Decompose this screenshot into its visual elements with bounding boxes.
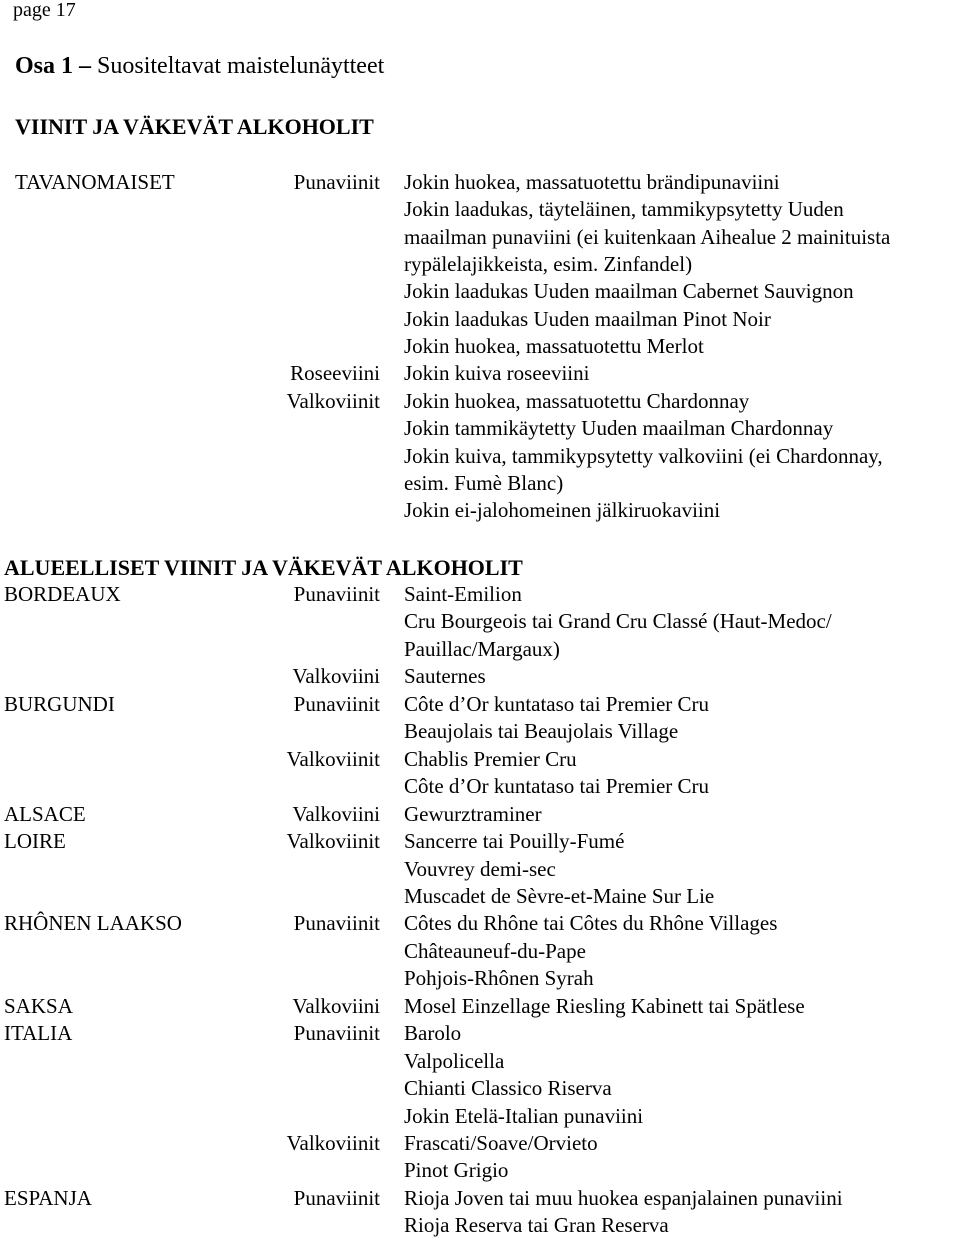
wine-cell: Saint-Emilion (404, 582, 522, 606)
section-title-conventional: VIINIT JA VÄKEVÄT ALKOHOLIT (15, 114, 374, 139)
table-row (0, 801, 960, 828)
wine-cell: Jokin huokea, massatuotettu Merlot (404, 334, 704, 359)
table-row (0, 773, 960, 800)
category-cell: Valkoviini (292, 993, 380, 1018)
table-row (0, 718, 960, 745)
region-cell: ITALIA (4, 1021, 73, 1046)
table-row (0, 251, 960, 278)
table-row (0, 993, 960, 1020)
table-row (0, 1103, 960, 1130)
table-row (0, 306, 960, 333)
table-row (0, 636, 960, 663)
part-title (15, 52, 384, 80)
wine-cell: Vouvrey demi-sec (404, 856, 556, 881)
table-row (0, 360, 960, 387)
section-title-regional: ALUEELLISET VIINIT JA VÄKEVÄT ALKOHOLIT (4, 555, 523, 580)
wine-cell: Sauternes (404, 664, 486, 689)
wine-cell: Jokin ei-jalohomeinen jälkiruokaviini (404, 498, 721, 523)
category-cell: Punaviinit (293, 170, 380, 194)
wine-cell: Rioja Reserva tai Gran Reserva (404, 1213, 669, 1238)
wine-cell: Jokin huokea, massatuotettu Chardonnay (404, 388, 750, 413)
wine-cell: Muscadet de Sèvre-et-Maine Sur Lie (404, 883, 715, 908)
wine-cell: Jokin huokea, massatuotettu brändipunaviini (404, 170, 780, 194)
category-cell: Valkoviinit (286, 746, 380, 771)
wine-cell: Jokin laadukas Uuden maailman Cabernet Sauvignon (404, 279, 854, 304)
category-cell: Valkoviini (292, 801, 380, 826)
wine-cell: Chablis Premier Cru (404, 746, 577, 771)
category-cell: Punaviinit (293, 582, 380, 606)
table-row (0, 1075, 960, 1102)
part-dash: – (79, 53, 92, 79)
table-row (0, 1185, 960, 1212)
table-row (0, 608, 960, 635)
table-row (0, 278, 960, 305)
wine-cell: Beaujolais tai Beaujolais Village (404, 719, 679, 744)
wine-cell: Rioja Joven tai muu huokea espanjalainen punaviini (404, 1185, 843, 1210)
region-cell: LOIRE (4, 829, 66, 854)
category-cell: Valkoviinit (286, 829, 380, 854)
region-cell: BORDEAUX (4, 582, 121, 606)
table-row (0, 965, 960, 992)
wine-cell: Pinot Grigio (404, 1158, 509, 1183)
region-cell: BURGUNDI (4, 691, 115, 716)
wine-cell: Côte d’Or kuntataso tai Premier Cru (404, 774, 710, 799)
table-row (0, 388, 960, 415)
table-row (0, 333, 960, 360)
table-row (0, 746, 960, 773)
table-row (0, 581, 960, 608)
region-cell: RHÔNEN LAAKSO (4, 911, 182, 936)
table-row (0, 196, 960, 223)
wine-cell: Frascati/Soave/Orvieto (404, 1131, 598, 1155)
region-cell: TAVANOMAISET (15, 170, 175, 194)
wine-cell: Barolo (404, 1021, 462, 1046)
wine-cell: Jokin kuiva, tammikypsytetty valkoviini (ei Chardonnay, (404, 443, 883, 468)
category-cell: Valkoviini (292, 664, 380, 689)
table-row (0, 910, 960, 937)
wine-cell: esim. Fumè Blanc) (404, 470, 564, 495)
category-cell: Punaviinit (293, 691, 380, 716)
table-row (0, 691, 960, 718)
table-row (0, 224, 960, 251)
table-row (0, 828, 960, 855)
table-row (0, 1212, 960, 1239)
table-row (0, 169, 960, 196)
category-cell: Valkoviinit (286, 1131, 380, 1155)
wine-cell: Jokin kuiva roseeviini (404, 361, 590, 386)
wine-cell: Châteauneuf-du-Pape (404, 938, 586, 963)
table-row (0, 1157, 960, 1184)
wine-cell: Côtes du Rhône tai Côtes du Rhône Villages (404, 911, 778, 936)
region-cell: ESPANJA (4, 1185, 92, 1210)
table-row (0, 856, 960, 883)
wine-cell: Côte d’Or kuntataso tai Premier Cru (404, 691, 710, 716)
table-row (0, 1020, 960, 1047)
wine-cell: Valpolicella (404, 1048, 505, 1073)
table-row (0, 938, 960, 965)
table-row (0, 470, 960, 497)
wine-cell: Chianti Classico Riserva (404, 1076, 612, 1101)
category-cell: Punaviinit (293, 1185, 380, 1210)
table-row (0, 497, 960, 524)
wine-cell: Sancerre tai Pouilly-Fumé (404, 829, 625, 854)
table-row (0, 415, 960, 442)
region-cell: SAKSA (4, 993, 73, 1018)
wine-cell: maailman punaviini (ei kuitenkaan Aihealue 2 mainituista (404, 224, 891, 249)
wine-cell: Jokin laadukas Uuden maailman Pinot Noir (404, 306, 771, 331)
wine-cell: Gewurztraminer (404, 801, 542, 826)
category-cell: Roseeviini (290, 361, 380, 386)
wine-cell: Pohjois-Rhônen Syrah (404, 966, 594, 991)
wine-cell: Jokin laadukas, täyteläinen, tammikypsytetty Uuden (404, 197, 844, 222)
wine-cell: Mosel Einzellage Riesling Kabinett tai Spätlese (404, 993, 805, 1018)
table-row (0, 883, 960, 910)
wine-cell: Jokin tammikäytetty Uuden maailman Chardonnay (404, 416, 834, 441)
wine-cell: Cru Bourgeois tai Grand Cru Classé (Haut-Medoc/ (404, 609, 832, 634)
wine-cell: rypälelajikkeista, esim. Zinfandel) (404, 252, 693, 277)
table-row (0, 443, 960, 470)
page-number: page 17 (13, 0, 76, 21)
table-row (0, 663, 960, 690)
table-row (0, 1048, 960, 1075)
category-cell: Punaviinit (293, 911, 380, 936)
category-cell: Valkoviinit (286, 388, 380, 413)
wine-cell: Pauillac/Margaux) (404, 636, 560, 661)
part-subtitle: Suositeltavat maistelunäytteet (97, 53, 385, 79)
wine-cell: Jokin Etelä-Italian punaviini (404, 1103, 644, 1128)
table-row (0, 1130, 960, 1157)
part-number: Osa 1 (15, 53, 74, 79)
region-cell: ALSACE (4, 801, 86, 826)
category-cell: Punaviinit (293, 1021, 380, 1046)
